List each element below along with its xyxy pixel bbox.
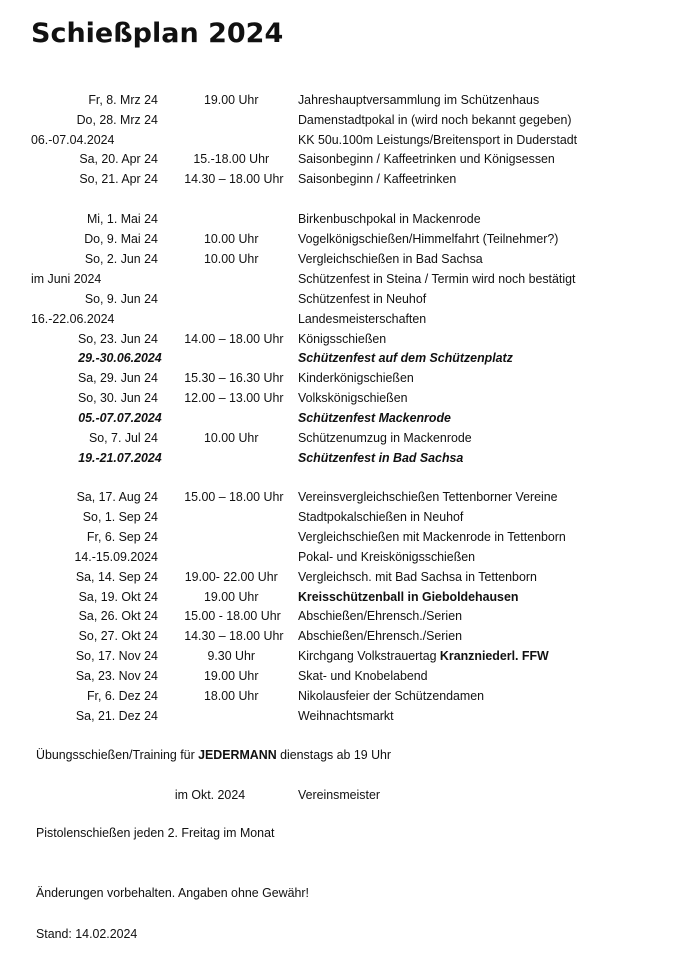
list-item xyxy=(0,587,637,607)
event-name: Kreisschützenball in Gieboldehausen xyxy=(297,589,519,604)
event-date: 06.-07.04.2024 xyxy=(31,132,115,147)
list-item xyxy=(0,269,637,289)
list-item xyxy=(0,229,637,249)
event-time: 19.00 Uhr xyxy=(204,92,259,107)
event-date: Sa, 29. Jun 24 xyxy=(77,370,158,385)
event-name: Kinderkönigschießen xyxy=(297,370,414,385)
event-date: 16.-22.06.2024 xyxy=(31,311,115,326)
page-title: Schießplan 2024 xyxy=(31,18,284,49)
list-item xyxy=(0,209,637,229)
event-time: 10.00 Uhr xyxy=(204,251,259,266)
event-name: Schützenfest in Bad Sachsa xyxy=(297,450,464,465)
event-date: So, 1. Sep 24 xyxy=(82,509,158,524)
event-name: Damenstadtpokal in (wird noch bekannt gegeben) xyxy=(297,112,572,127)
event-date: So, 27. Okt 24 xyxy=(78,628,158,643)
event-time: 14.00 – 18.00 Uhr xyxy=(184,331,284,346)
event-name: KK 50u.100m Leistungs/Breitensport in Duderstadt xyxy=(297,132,578,147)
event-name: Schützenfest Mackenrode xyxy=(297,410,451,425)
event-name: Saisonbeginn / Kaffeetrinken xyxy=(297,171,457,186)
list-item xyxy=(0,388,637,408)
training-note xyxy=(36,745,391,765)
event-date: So, 30. Jun 24 xyxy=(77,390,158,405)
event-date: Fr, 8. Mrz 24 xyxy=(88,92,158,107)
list-item xyxy=(0,348,637,368)
event-date: Sa, 19. Okt 24 xyxy=(78,589,158,604)
event-name: Schützenfest auf dem Schützenplatz xyxy=(297,350,513,365)
list-item xyxy=(0,547,637,567)
event-date: So, 9. Jun 24 xyxy=(84,291,158,306)
list-item xyxy=(0,666,637,686)
event-time: 19.00- 22.00 Uhr xyxy=(184,569,278,584)
event-time: 15.00 – 18.00 Uhr xyxy=(184,489,284,504)
stand-date: Stand: 14.02.2024 xyxy=(36,926,138,941)
list-item xyxy=(0,487,637,507)
event-name: Vergleichsch. mit Bad Sachsa in Tettenborn xyxy=(297,569,537,584)
event-name: Abschießen/Ehrensch./Serien xyxy=(297,608,462,623)
event-name: Volkskönigschießen xyxy=(297,390,408,405)
event-date: im Juni 2024 xyxy=(31,271,102,286)
training-prefix: Übungsschießen/Training für xyxy=(36,747,199,762)
event-time: 14.30 – 18.00 Uhr xyxy=(184,171,284,186)
event-date: Do, 28. Mrz 24 xyxy=(76,112,158,127)
event-name: Schützenfest in Neuhof xyxy=(297,291,427,306)
list-item xyxy=(0,249,637,269)
event-name: Schützenumzug in Mackenrode xyxy=(297,430,472,445)
list-item xyxy=(0,686,637,706)
event-name: Vergleichschießen in Bad Sachsa xyxy=(297,251,483,266)
event-time: 12.00 – 13.00 Uhr xyxy=(184,390,284,405)
event-name: Skat- und Knobelabend xyxy=(297,668,428,683)
event-date: So, 7. Jul 24 xyxy=(89,430,158,445)
event-date: Sa, 14. Sep 24 xyxy=(75,569,158,584)
disclaimer: Änderungen vorbehalten. Angaben ohne Gewähr! xyxy=(36,885,309,900)
event-date: Sa, 23. Nov 24 xyxy=(75,668,158,683)
event-date: Sa, 26. Okt 24 xyxy=(78,608,158,623)
event-name-bold: Kranzniederl. FFW xyxy=(439,648,549,663)
event-name: Königsschießen xyxy=(297,331,387,346)
event-date: 19.-21.07.2024 xyxy=(78,450,162,465)
event-time: 18.00 Uhr xyxy=(204,688,259,703)
event-name: Weihnachtsmarkt xyxy=(297,708,394,723)
list-item xyxy=(0,130,637,150)
event-name: Vogelkönigschießen/Himmelfahrt (Teilnehmer?) xyxy=(297,231,559,246)
event-date: Sa, 21. Dez 24 xyxy=(75,708,158,723)
event-time: 9.30 Uhr xyxy=(207,648,256,663)
event-name: Landesmeisterschaften xyxy=(297,311,427,326)
event-date: So, 2. Jun 24 xyxy=(84,251,158,266)
list-item xyxy=(0,567,637,587)
list-item xyxy=(0,408,637,428)
event-time: 19.00 Uhr xyxy=(204,589,259,604)
list-item xyxy=(0,149,637,169)
pistol-note: Pistolenschießen jeden 2. Freitag im Monat xyxy=(36,825,275,840)
list-item xyxy=(0,110,637,130)
event-name: Birkenbuschpokal in Mackenrode xyxy=(297,211,481,226)
vereinsmeister-event: Vereinsmeister xyxy=(297,787,380,802)
event-time: 15.-18.00 Uhr xyxy=(193,151,270,166)
list-item xyxy=(0,169,637,189)
list-item xyxy=(0,90,637,110)
training-bold: JEDERMANN xyxy=(198,747,277,762)
event-name: Pokal- und Kreiskönigsschießen xyxy=(297,549,476,564)
event-date: 05.-07.07.2024 xyxy=(78,410,162,425)
list-item xyxy=(0,368,637,388)
list-item xyxy=(0,329,637,349)
list-item xyxy=(0,289,637,309)
event-name-text: Kirchgang Volkstrauertag xyxy=(297,648,440,663)
event-time: 15.00 - 18.00 Uhr xyxy=(184,608,281,623)
event-date: 29.-30.06.2024 xyxy=(78,350,162,365)
list-item xyxy=(0,785,637,805)
event-date: So, 21. Apr 24 xyxy=(79,171,158,186)
list-item xyxy=(0,706,637,726)
event-date: 14.-15.09.2024 xyxy=(74,549,158,564)
event-time: 10.00 Uhr xyxy=(204,231,259,246)
list-item xyxy=(0,606,637,626)
event-date: Fr, 6. Dez 24 xyxy=(86,688,158,703)
event-date: Mi, 1. Mai 24 xyxy=(86,211,158,226)
event-date: Sa, 20. Apr 24 xyxy=(79,151,158,166)
list-item xyxy=(0,646,637,666)
event-name: Abschießen/Ehrensch./Serien xyxy=(297,628,462,643)
event-name: Vergleichschießen mit Mackenrode in Tettenborn xyxy=(297,529,566,544)
event-time: 10.00 Uhr xyxy=(204,430,259,445)
training-suffix: dienstags ab 19 Uhr xyxy=(276,747,392,762)
event-name: Nikolausfeier der Schützendamen xyxy=(297,688,485,703)
event-name: Schützenfest in Steina / Termin wird noch bestätigt xyxy=(297,271,576,286)
event-date: Fr, 6. Sep 24 xyxy=(86,529,158,544)
event-name: Vereinsvergleichschießen Tettenborner Vereine xyxy=(297,489,558,504)
list-item xyxy=(0,527,637,547)
event-date: So, 17. Nov 24 xyxy=(75,648,158,663)
event-time: 14.30 – 18.00 Uhr xyxy=(184,628,284,643)
list-item xyxy=(0,626,637,646)
event-time: 19.00 Uhr xyxy=(204,668,259,683)
event-date: Sa, 17. Aug 24 xyxy=(76,489,158,504)
vereinsmeister-time: im Okt. 2024 xyxy=(174,787,246,802)
event-time: 15.30 – 16.30 Uhr xyxy=(184,370,284,385)
event-name: Stadtpokalschießen in Neuhof xyxy=(297,509,464,524)
list-item xyxy=(0,309,637,329)
event-date: So, 23. Jun 24 xyxy=(77,331,158,346)
event-name xyxy=(298,646,549,666)
list-item xyxy=(0,428,637,448)
event-name: Jahreshauptversammlung im Schützenhaus xyxy=(297,92,540,107)
event-name: Saisonbeginn / Kaffeetrinken und Königsessen xyxy=(297,151,555,166)
event-date: Do, 9. Mai 24 xyxy=(84,231,158,246)
list-item xyxy=(0,507,637,527)
list-item xyxy=(0,448,637,468)
